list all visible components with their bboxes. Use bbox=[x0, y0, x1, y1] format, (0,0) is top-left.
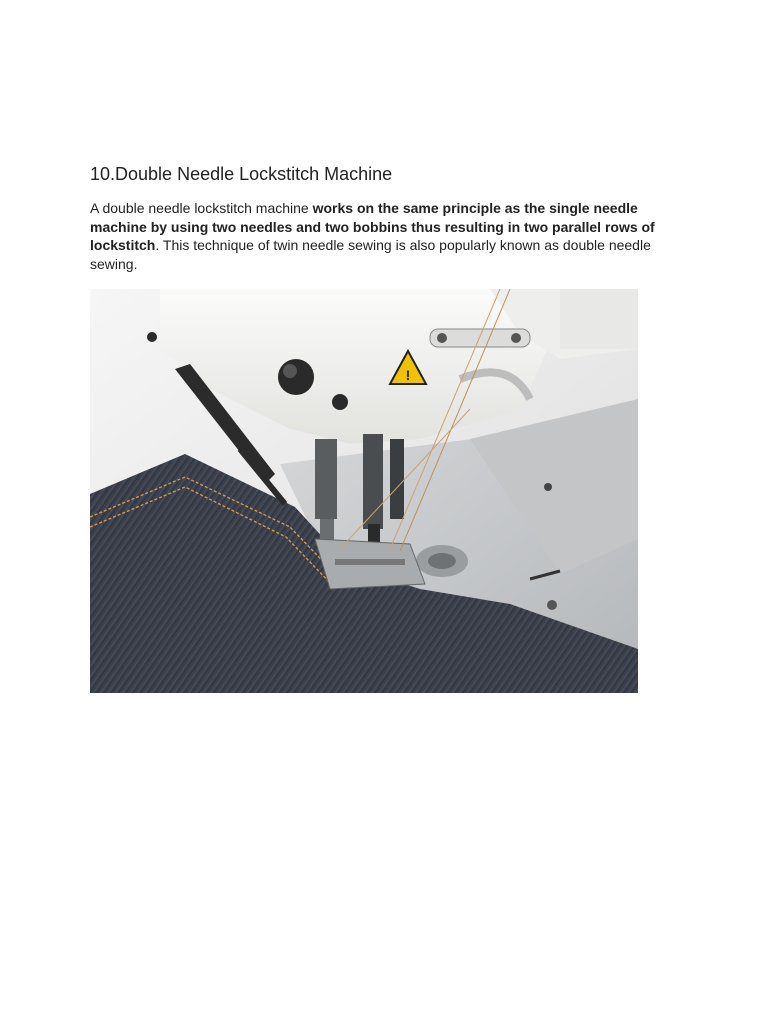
sewing-machine-photo bbox=[90, 289, 638, 693]
description-paragraph bbox=[90, 199, 680, 273]
needle-bar-right bbox=[363, 434, 383, 529]
section-heading: 10.Double Needle Lockstitch Machine bbox=[90, 164, 393, 184]
svg-text:!: ! bbox=[405, 367, 411, 383]
paragraph-text-intro: A double needle lockstitch machine bbox=[90, 200, 313, 216]
needle-bar-left bbox=[315, 439, 337, 519]
paragraph-bold-text: works on the same principle as the single needle machine by using two needles and two bobbins thus resulting in two parallel rows of lockstitch bbox=[90, 200, 655, 253]
paragraph-text-outro: . This technique of twin needle sewing is also popularly known as double needle sewing. bbox=[90, 237, 651, 272]
sewing-machine-illustration bbox=[90, 289, 638, 693]
